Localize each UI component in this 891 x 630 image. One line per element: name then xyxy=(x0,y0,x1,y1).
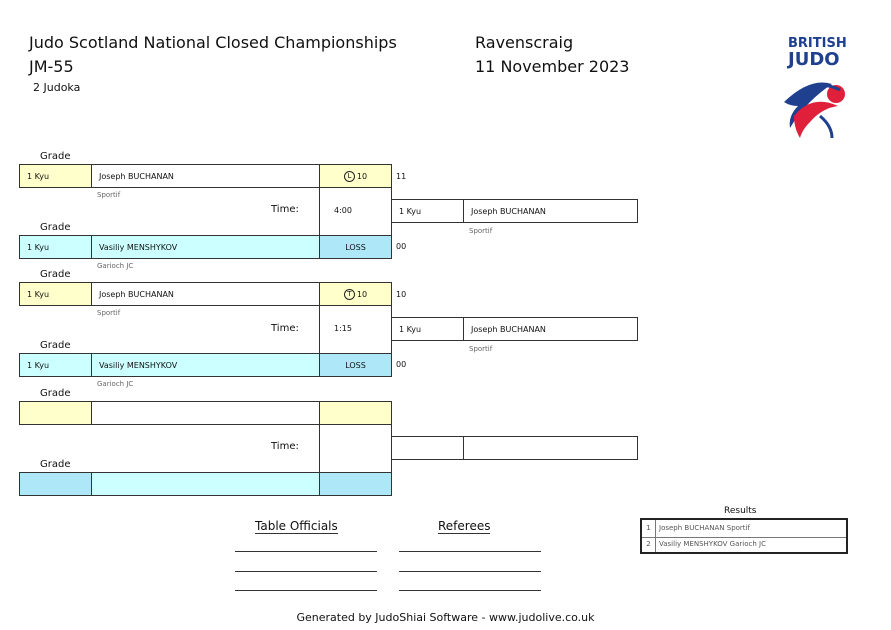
time-label: Time: xyxy=(271,204,299,215)
category-name: JM-55 xyxy=(29,57,74,76)
blue-grade xyxy=(19,472,92,496)
blue-club: Garioch JC xyxy=(97,380,134,388)
grade-label: Grade xyxy=(40,269,71,280)
referee-signature-line xyxy=(399,571,541,572)
winner-name: Joseph BUCHANAN xyxy=(463,199,638,223)
match-time: 1:15 xyxy=(334,324,352,333)
grade-label: Grade xyxy=(40,459,71,470)
venue: Ravenscraig xyxy=(475,33,574,52)
score-icon: T xyxy=(344,289,355,300)
white-score-value: 10 xyxy=(356,171,368,181)
results-row xyxy=(642,520,846,538)
table-officials-heading xyxy=(255,519,338,533)
white-score xyxy=(319,164,392,188)
white-points: 10 xyxy=(396,290,407,299)
white-score xyxy=(319,401,392,425)
blue-name: Vasiliy MENSHYKOV xyxy=(91,235,320,259)
competition-title: Judo Scotland National Closed Championships xyxy=(29,33,397,52)
blue-score: LOSS xyxy=(319,353,392,377)
white-score xyxy=(319,282,392,306)
logo-line1: BRITISH xyxy=(788,36,847,51)
time-label: Time: xyxy=(271,441,299,452)
white-name: Joseph BUCHANAN xyxy=(91,164,320,188)
grade-label: Grade xyxy=(40,340,71,351)
judoka-emblem-icon xyxy=(780,72,860,144)
footer-credit: Generated by JudoShiai Software - www.judolive.co.uk xyxy=(296,611,595,624)
blue-score xyxy=(319,472,392,496)
white-grade xyxy=(19,401,92,425)
grade-label: Grade xyxy=(40,151,71,162)
blue-score: LOSS xyxy=(319,235,392,259)
judoka-count: 2 Judoka xyxy=(33,81,81,94)
result-text: Joseph BUCHANAN Sportif xyxy=(659,524,750,532)
white-name xyxy=(91,401,320,425)
match-time: 4:00 xyxy=(334,206,352,215)
blue-grade: 1 Kyu xyxy=(19,353,92,377)
time-label: Time: xyxy=(271,323,299,334)
winner-club: Sportif xyxy=(469,227,493,235)
results-table xyxy=(640,518,848,554)
white-grade: 1 Kyu xyxy=(19,164,92,188)
referee-signature-line xyxy=(399,590,541,591)
result-rank: 2 xyxy=(642,537,656,552)
blue-club: Garioch JC xyxy=(97,262,134,270)
score-icon: L xyxy=(344,171,355,182)
white-name: Joseph BUCHANAN xyxy=(91,282,320,306)
results-title: Results xyxy=(724,506,757,516)
logo-line2: JUDO xyxy=(788,49,840,70)
winner-grade: 1 Kyu xyxy=(391,199,464,223)
white-club: Sportif xyxy=(97,309,121,317)
official-signature-line xyxy=(235,590,377,591)
blue-points: 00 xyxy=(396,242,407,251)
referees-label: Referees xyxy=(438,519,491,533)
blue-grade: 1 Kyu xyxy=(19,235,92,259)
white-club: Sportif xyxy=(97,191,121,199)
winner-name xyxy=(463,436,638,460)
official-signature-line xyxy=(235,551,377,552)
competition-date: 11 November 2023 xyxy=(475,57,630,76)
white-points: 11 xyxy=(396,172,407,181)
blue-name: Vasiliy MENSHYKOV xyxy=(91,353,320,377)
results-row xyxy=(642,537,846,552)
table-officials-label: Table Officials xyxy=(255,519,338,533)
grade-label: Grade xyxy=(40,388,71,399)
white-grade: 1 Kyu xyxy=(19,282,92,306)
british-judo-logo xyxy=(780,36,860,146)
winner-grade xyxy=(391,436,464,460)
white-score-value: 10 xyxy=(356,289,368,299)
referees-heading xyxy=(438,519,490,533)
referee-signature-line xyxy=(399,551,541,552)
grade-label: Grade xyxy=(40,222,71,233)
winner-grade: 1 Kyu xyxy=(391,317,464,341)
result-rank: 1 xyxy=(642,520,656,537)
blue-name xyxy=(91,472,320,496)
result-text: Vasiliy MENSHYKOV Garioch JC xyxy=(659,540,766,548)
winner-name: Joseph BUCHANAN xyxy=(463,317,638,341)
official-signature-line xyxy=(235,571,377,572)
blue-points: 00 xyxy=(396,360,407,369)
winner-club: Sportif xyxy=(469,345,493,353)
